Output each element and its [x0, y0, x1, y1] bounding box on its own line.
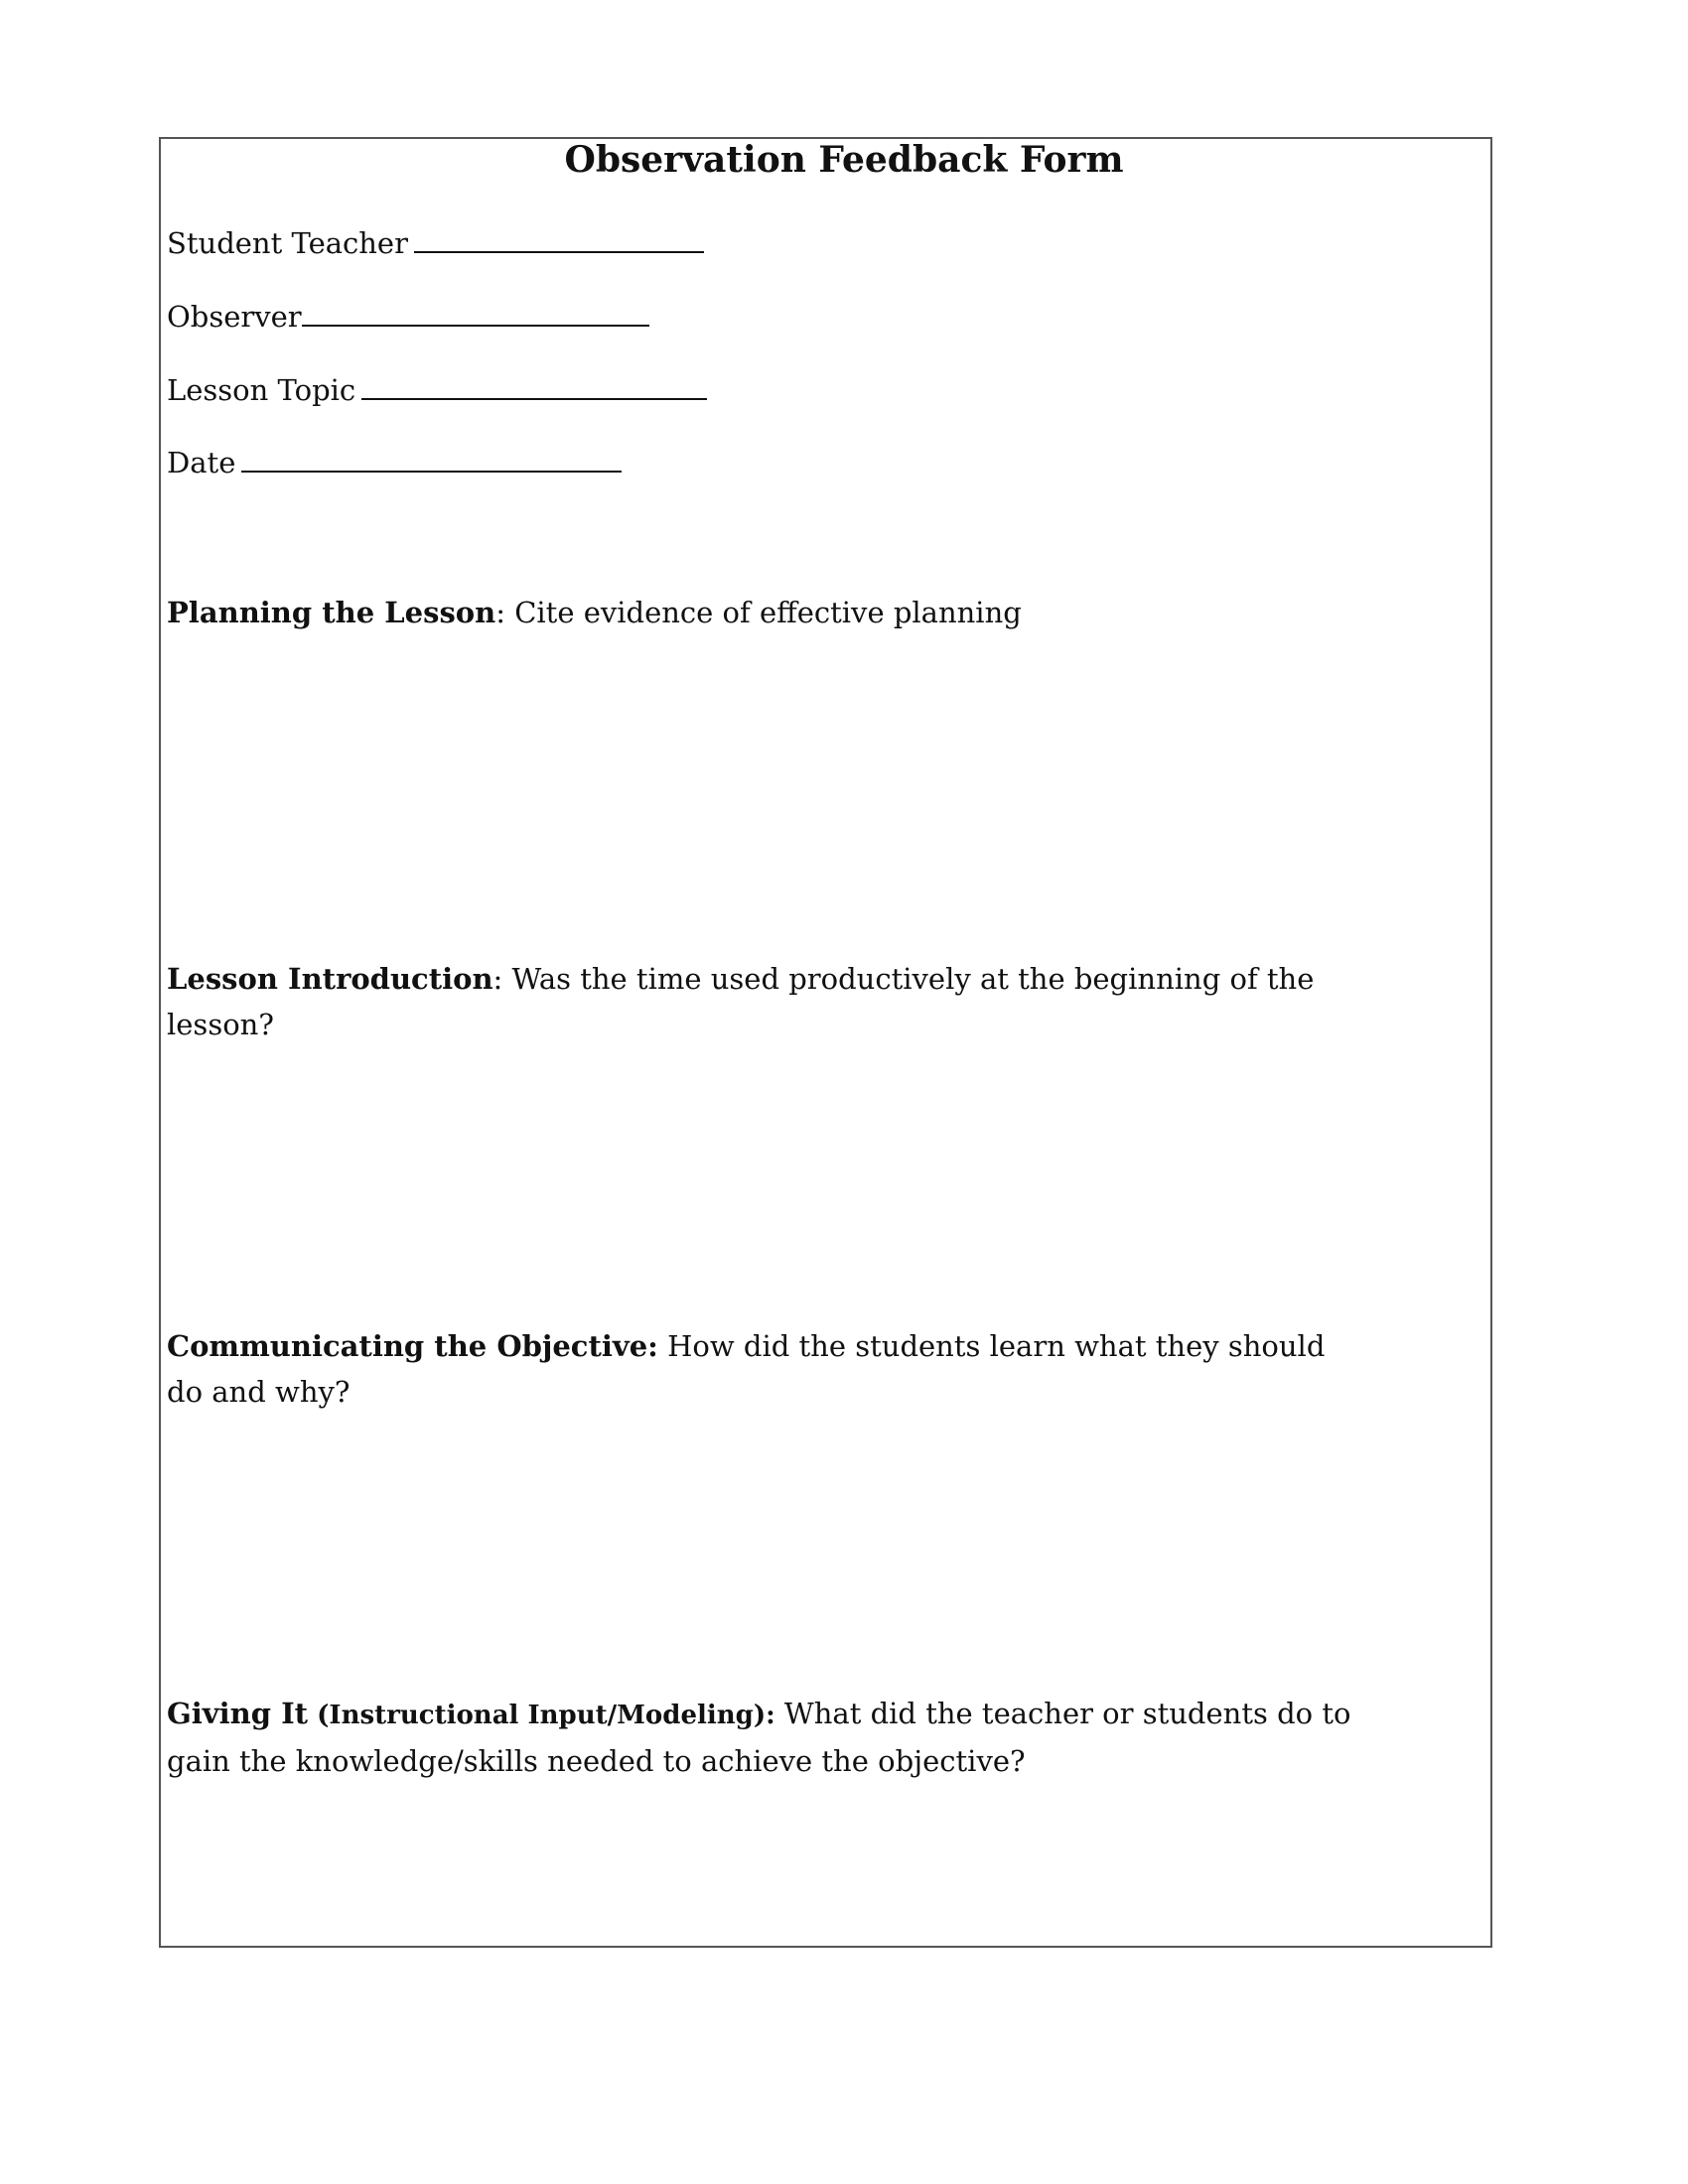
student-teacher-label: Student Teacher — [167, 226, 408, 260]
student-teacher-field[interactable] — [167, 226, 704, 260]
planning-prompt: : Cite evidence of effective planning — [495, 596, 1022, 629]
student-teacher-blank[interactable] — [414, 251, 704, 253]
objective-prompt: How did the students learn what they should do and why? — [167, 1329, 1326, 1409]
lesson-topic-field[interactable] — [167, 373, 707, 407]
giving-section — [167, 1691, 1358, 1784]
date-blank[interactable] — [241, 471, 622, 473]
introduction-section — [167, 956, 1358, 1047]
form-title: Observation Feedback Form — [564, 139, 1124, 181]
observer-label: Observer — [167, 300, 302, 334]
lesson-topic-label: Lesson Topic — [167, 373, 356, 407]
introduction-prompt: : Was the time used productively at the beginning of the lesson? — [167, 962, 1315, 1041]
objective-section — [167, 1323, 1358, 1415]
planning-heading: Planning the Lesson — [167, 596, 496, 629]
planning-section — [167, 590, 1358, 635]
objective-heading: Communicating the Objective: — [167, 1329, 658, 1363]
date-label: Date — [167, 446, 236, 479]
giving-subheading: (Instructional Input/Modeling): — [308, 1701, 775, 1730]
giving-prompt: What did the teacher or students do to gain the knowledge/skills needed to achieve the objective? — [167, 1697, 1351, 1778]
introduction-heading: Lesson Introduction — [167, 962, 493, 996]
observer-blank[interactable] — [302, 325, 649, 327]
observer-field[interactable] — [167, 300, 649, 334]
date-field[interactable] — [167, 446, 622, 479]
giving-heading: Giving It — [167, 1697, 309, 1730]
lesson-topic-blank[interactable] — [361, 398, 707, 400]
